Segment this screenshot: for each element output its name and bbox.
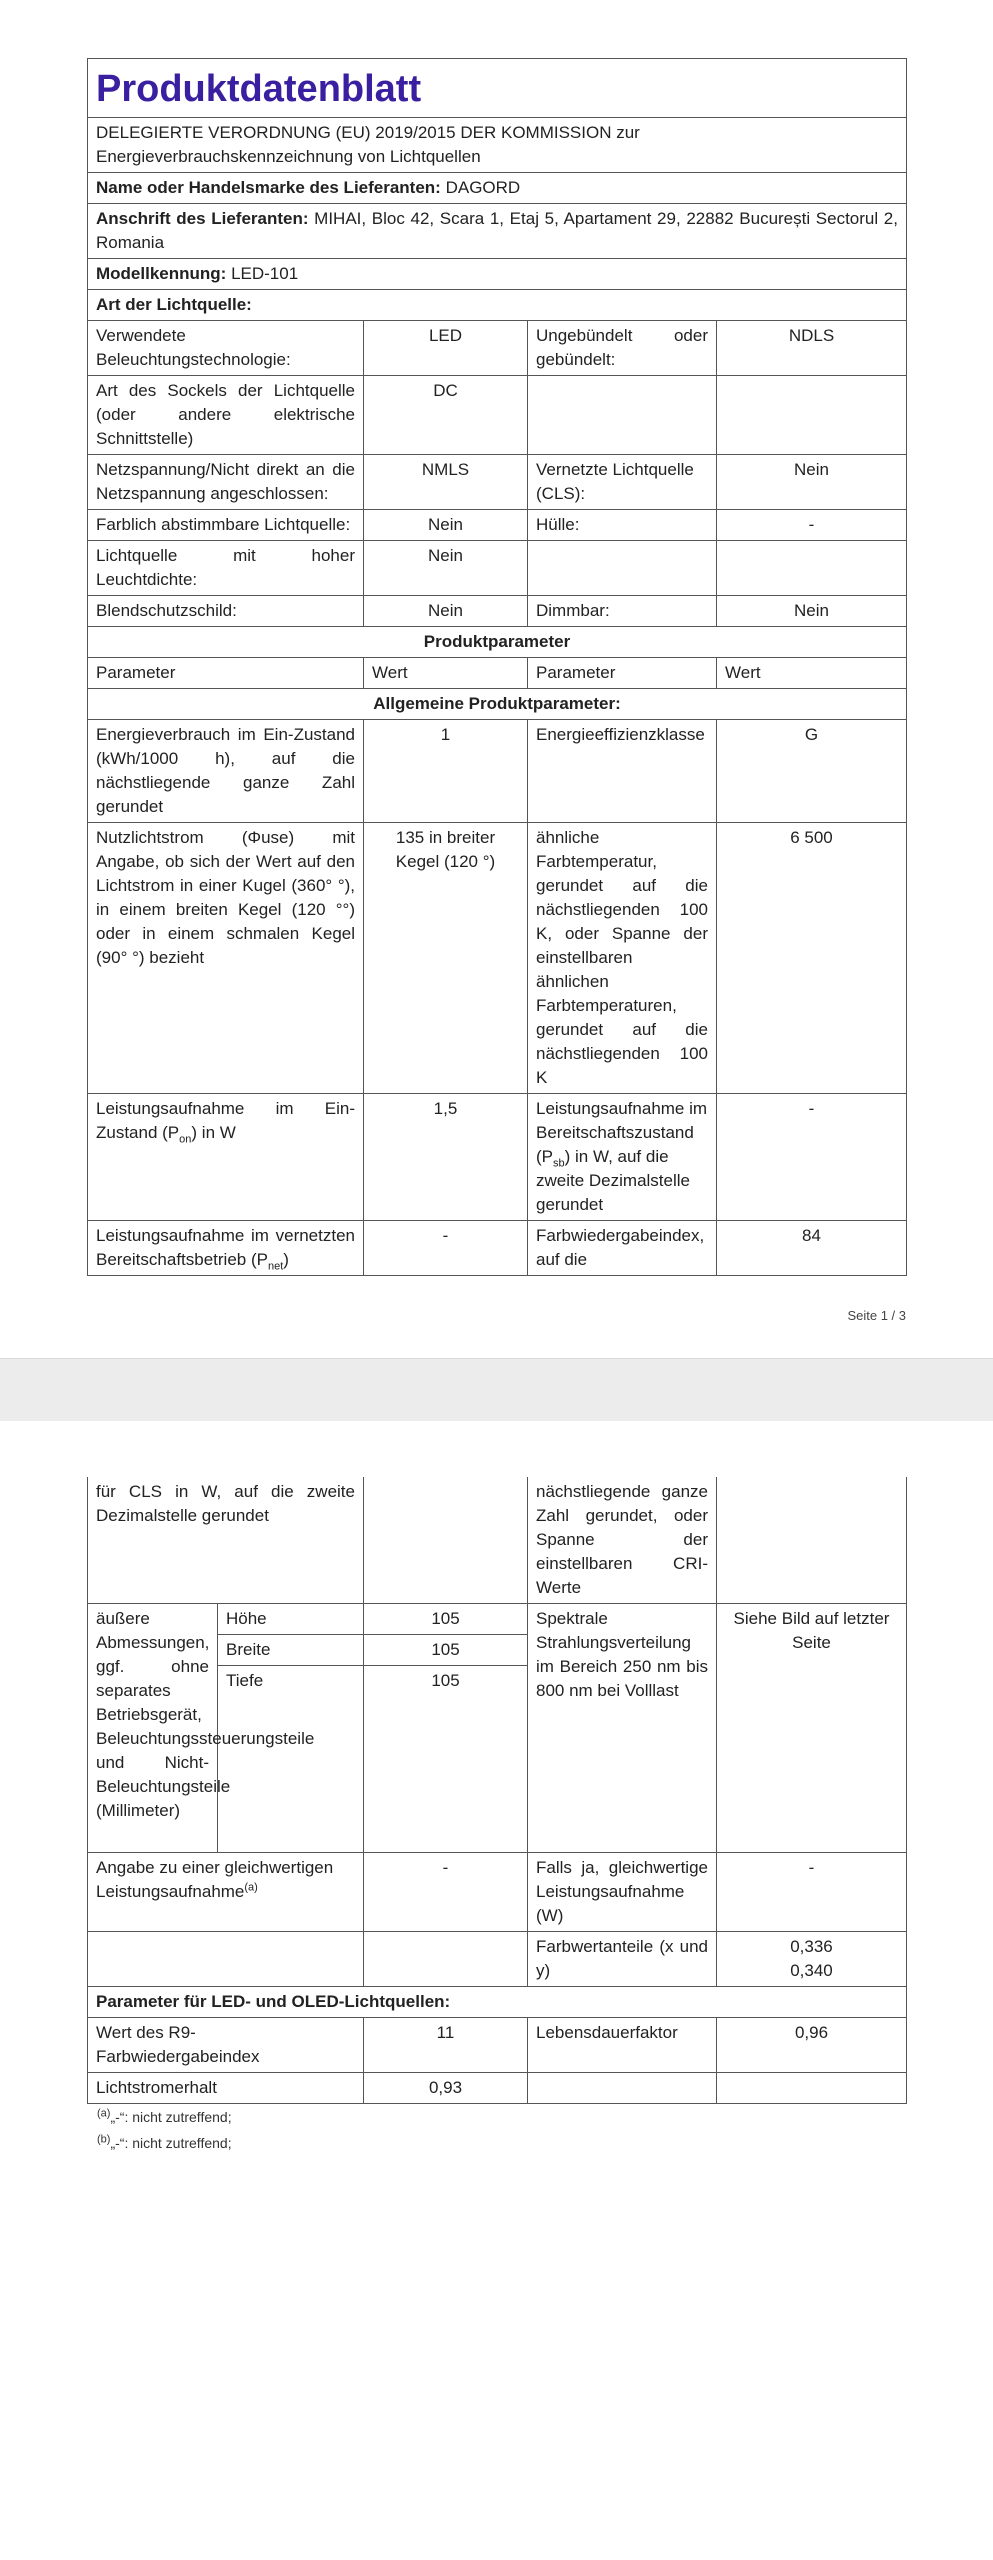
column-header-parameter: Parameter [88,658,364,689]
empty-cell [717,1477,907,1604]
flux-label: Nutzlichtstrom (Φuse) mit Angabe, ob sich der Wert auf den Lichtstrom in einer Kugel (360° °), in einem breiten Kegel (120 °°) oder in einem schmalen Kegel (90° °) bezieht [88,823,364,1094]
product-parameters-heading: Produktparameter [88,627,907,658]
empty-cell [717,376,907,455]
pnet-label [88,1221,364,1276]
connected-label: Vernetzte Lichtquelle (CLS): [528,455,717,510]
psb-label [528,1094,717,1221]
height-value: 105 [364,1604,528,1635]
directional-value: NDLS [717,321,907,376]
r9-value: 11 [364,2018,528,2073]
flux-value: 135 in breiter Kegel (120 °) [364,823,528,1094]
pnet-label-continued: für CLS in W, auf die zweite Dezimalstelle gerundet [88,1477,364,1604]
address-row [88,204,907,259]
address-value: MIHAI, Bloc 42, Scara 1, Etaj 5, Apartament 29, 22882 București Sectorul 2, Romania [96,209,898,252]
equivalent-power-claim-label [88,1853,364,1932]
pnet-label-text: Leistungsaufnahme im vernetzten Bereitschaftsbetrieb (P [96,1226,355,1269]
directional-label: Ungebündelt oder gebündelt: [528,321,717,376]
pon-value: 1,5 [364,1094,528,1221]
colour-tunable-value: Nein [364,510,528,541]
footnote-b [97,2134,232,2152]
model-value: LED-101 [231,264,299,283]
pnet-value: - [364,1221,528,1276]
light-source-type-heading: Art der Lichtquelle: [88,290,907,321]
psb-label-suffix: ) in W, auf die zweite Dezimalstelle gerundet [536,1147,690,1214]
empty-cell [364,1932,528,1987]
chromaticity-y: 0,340 [790,1961,833,1980]
tech-label: Verwendete Beleuchtungstechnologie: [88,321,364,376]
psb-value: - [717,1094,907,1221]
envelope-value: - [717,510,907,541]
lumen-maintenance-label: Lichtstromerhalt [88,2073,364,2104]
regulation-text: DELEGIERTE VERORDNUNG (EU) 2019/2015 DER KOMMISSION zur Energieverbrauchskennzeichnung von Lichtquellen [88,118,907,173]
empty-cell [364,1477,528,1604]
psb-subscript: sb [553,1157,565,1170]
chromaticity-values [717,1932,907,1987]
width-value: 105 [364,1635,528,1666]
footnote-a [97,2108,232,2126]
dimensions-label: äußere Abmessungen, ggf. ohne separates Betriebsgerät, Beleuchtungssteuerungsteile und Nicht-Beleuchtungsteile (Millimeter) [88,1604,218,1853]
empty-cell [528,2073,717,2104]
spectral-distribution-value: Siehe Bild auf letzter Seite [717,1604,907,1853]
supplier-row [88,173,907,204]
cri-label-continued: nächstliegende ganze Zahl gerundet, oder Spanne der einstellbaren CRI-Werte [528,1477,717,1604]
pon-subscript: on [179,1133,192,1146]
mains-value: NMLS [364,455,528,510]
model-label: Modellkennung: [96,264,227,283]
datasheet-table-page-2 [87,1477,907,2104]
depth-value: 105 [364,1666,528,1853]
general-parameters-heading: Allgemeine Produktparameter: [88,689,907,720]
chromaticity-label: Farbwertanteile (x und y) [528,1932,717,1987]
equivalent-power-value: - [717,1853,907,1932]
r9-label: Wert des R9-Farbwiedergabeindex [88,2018,364,2073]
empty-cell [88,1932,364,1987]
spectral-distribution-label: Spektrale Strahlungsverteilung im Bereich 250 nm bis 800 nm bei Volllast [528,1604,717,1853]
glare-value: Nein [364,596,528,627]
document-page-2 [0,1421,993,2560]
pon-label-suffix: ) in W [191,1123,236,1142]
page-separator [0,1358,993,1422]
footnote-marker-a: (a) [244,1881,258,1894]
colour-tunable-label: Farblich abstimmbare Lichtquelle: [88,510,364,541]
cct-label: ähnliche Farbtemperatur, gerundet auf die nächstliegenden 100 K, oder Spanne der einstellbaren ähnlichen Farbtemperaturen, gerundet auf die nächstliegenden 100 K [528,823,717,1094]
lumen-maintenance-value: 0,93 [364,2073,528,2104]
supplier-label: Name oder Handelsmarke des Lieferanten: [96,178,441,197]
glare-label: Blendschutzschild: [88,596,364,627]
empty-cell [717,2073,907,2104]
footnote-b-text: „-“: nicht zutreffend; [110,2135,232,2151]
equivalent-power-claim-text: Angabe zu einer gleichwertigen Leistungsaufnahme [96,1858,334,1901]
energy-label: Energieverbrauch im Ein-Zustand (kWh/1000 h), auf die nächstliegende ganze Zahl gerundet [88,720,364,823]
pnet-subscript: net [267,1260,284,1273]
cct-value: 6 500 [717,823,907,1094]
high-luminance-value: Nein [364,541,528,596]
equivalent-power-claim-value: - [364,1853,528,1932]
dimmable-value: Nein [717,596,907,627]
height-label: Höhe [218,1604,364,1635]
address-label: Anschrift des Lieferanten: [96,209,309,228]
survival-factor-label: Lebensdauerfaktor [528,2018,717,2073]
cri-label: Farbwiedergabeindex, auf die [528,1221,717,1276]
dimmable-label: Dimmbar: [528,596,717,627]
model-row [88,259,907,290]
pon-label-text: Leistungsaufnahme im Ein-Zustand (P [96,1099,355,1142]
cap-value: DC [364,376,528,455]
empty-cell [528,376,717,455]
empty-cell [528,541,717,596]
column-header-value: Wert [364,658,528,689]
envelope-label: Hülle: [528,510,717,541]
led-parameters-heading: Parameter für LED- und OLED-Lichtquellen: [88,1987,907,2018]
column-header-value: Wert [717,658,907,689]
footnote-a-text: „-“: nicht zutreffend; [110,2109,232,2125]
datasheet-table-page-1 [87,58,907,1276]
footnote-a-marker: (a) [97,2107,111,2120]
footnote-b-marker: (b) [97,2133,111,2146]
survival-factor-value: 0,96 [717,2018,907,2073]
pnet-label-suffix: ) [283,1250,289,1269]
mains-label: Netzspannung/Nicht direkt an die Netzspannung angeschlossen: [88,455,364,510]
equivalent-power-label: Falls ja, gleichwertige Leistungsaufnahme (W) [528,1853,717,1932]
chromaticity-x: 0,336 [790,1937,833,1956]
cap-label: Art des Sockels der Lichtquelle (oder andere elektrische Schnittstelle) [88,376,364,455]
energy-value: 1 [364,720,528,823]
supplier-value: DAGORD [445,178,521,197]
page-number: Seite 1 / 3 [847,1308,906,1323]
high-luminance-label: Lichtquelle mit hoher Leuchtdichte: [88,541,364,596]
pon-label [88,1094,364,1221]
width-label: Breite [218,1635,364,1666]
cri-value: 84 [717,1221,907,1276]
tech-value: LED [364,321,528,376]
column-header-parameter: Parameter [528,658,717,689]
energy-class-value: G [717,720,907,823]
psb-label-text: Leistungsaufnahme im Bereitschaftszustand (P [536,1099,708,1166]
connected-value: Nein [717,455,907,510]
empty-cell [717,541,907,596]
energy-class-label: Energieeffizienzklasse [528,720,717,823]
page-title: Produktdatenblatt [88,59,907,118]
depth-label: Tiefe [218,1666,364,1853]
